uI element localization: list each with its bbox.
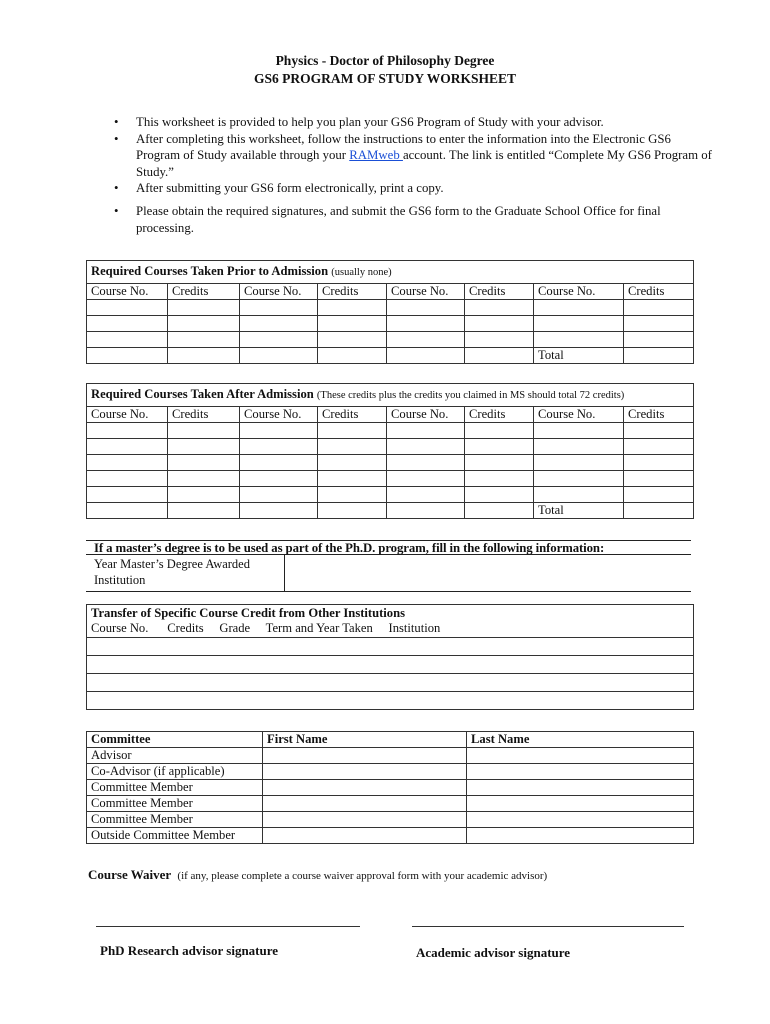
prior-admission-table (86, 260, 694, 364)
ramweb-link[interactable]: RAMweb (349, 148, 403, 163)
last-name-header: Last Name (467, 732, 694, 748)
table-row[interactable] (87, 674, 694, 692)
first-name-header: First Name (263, 732, 467, 748)
transfer-table (86, 604, 694, 710)
instruction-item: • After submitting your GS6 form electronically, print a copy. (112, 180, 712, 197)
table-row: Committee Member (87, 812, 694, 828)
table-row[interactable] (87, 656, 694, 674)
after-admission-heading: Required Courses Taken After Admission (These credits plus the credits you claimed in MS should total 72 credits) (87, 384, 694, 407)
masters-heading: If a master’s degree is to be used as part of the Ph.D. program, fill in the following information: (94, 541, 605, 555)
table-row: Committee Member (87, 796, 694, 812)
instruction-item: • Please obtain the required signatures, and submit the GS6 form to the Graduate School Office for final processing. (112, 203, 712, 236)
table-row[interactable] (87, 455, 694, 471)
table-row[interactable] (87, 348, 694, 364)
instruction-item: • After completing this worksheet, follow the instructions to enter the information into the Electronic GS6 Program of Study available through your RAMweb account. The link is entitled “Complete My GS6 Program of Study.” (112, 131, 712, 181)
committee-header: Committee (87, 732, 263, 748)
table-row[interactable] (87, 487, 694, 503)
year-label: Year Master’s Degree Awarded (94, 557, 250, 571)
total-label: Total (534, 503, 624, 519)
total-value[interactable] (624, 503, 694, 519)
academic-advisor-signature-label: Academic advisor signature (416, 945, 571, 960)
table-row: Course No. Credits Course No. Credits Course No. Credits Course No. Credits (87, 407, 694, 423)
table-row: Outside Committee Member (87, 828, 694, 844)
table-row[interactable] (87, 332, 694, 348)
table-row[interactable] (87, 692, 694, 710)
institution-label: Institution (94, 573, 146, 587)
masters-input-field[interactable] (286, 556, 690, 592)
table-row[interactable] (87, 423, 694, 439)
after-admission-table (86, 383, 694, 519)
table-row: Course No. Credits Course No. Credits Course No. Credits Course No. Credits (87, 284, 694, 300)
total-label: Total (534, 348, 624, 364)
instruction-list (112, 114, 712, 236)
academic-advisor-signature-line[interactable] (412, 926, 684, 927)
table-row: Advisor (87, 748, 694, 764)
table-row[interactable] (87, 316, 694, 332)
research-advisor-signature-label: PhD Research advisor signature (100, 943, 279, 958)
prior-admission-heading: Required Courses Taken Prior to Admission (usually none) (87, 261, 694, 284)
page-title: Physics - Doctor of Philosophy Degree (275, 53, 495, 68)
table-row[interactable] (87, 300, 694, 316)
committee-table (86, 731, 694, 844)
course-waiver: Course Waiver (if any, please complete a course waiver approval form with your academic advisor) (88, 867, 548, 882)
transfer-heading: Transfer of Specific Course Credit from Other Institutions (87, 605, 694, 622)
table-row[interactable] (87, 638, 694, 656)
total-value[interactable] (624, 348, 694, 364)
table-row[interactable] (87, 503, 694, 519)
table-row: Committee Member (87, 780, 694, 796)
research-advisor-signature-line[interactable] (96, 926, 360, 927)
transfer-columns: Course No. Credits Grade Term and Year Taken Institution (87, 621, 694, 638)
table-row: Co-Advisor (if applicable) (87, 764, 694, 780)
instruction-item: • This worksheet is provided to help you plan your GS6 Program of Study with your advisor. (112, 114, 712, 131)
page-subtitle: GS6 PROGRAM OF STUDY WORKSHEET (253, 71, 517, 86)
table-row[interactable] (87, 471, 694, 487)
table-row[interactable] (87, 439, 694, 455)
